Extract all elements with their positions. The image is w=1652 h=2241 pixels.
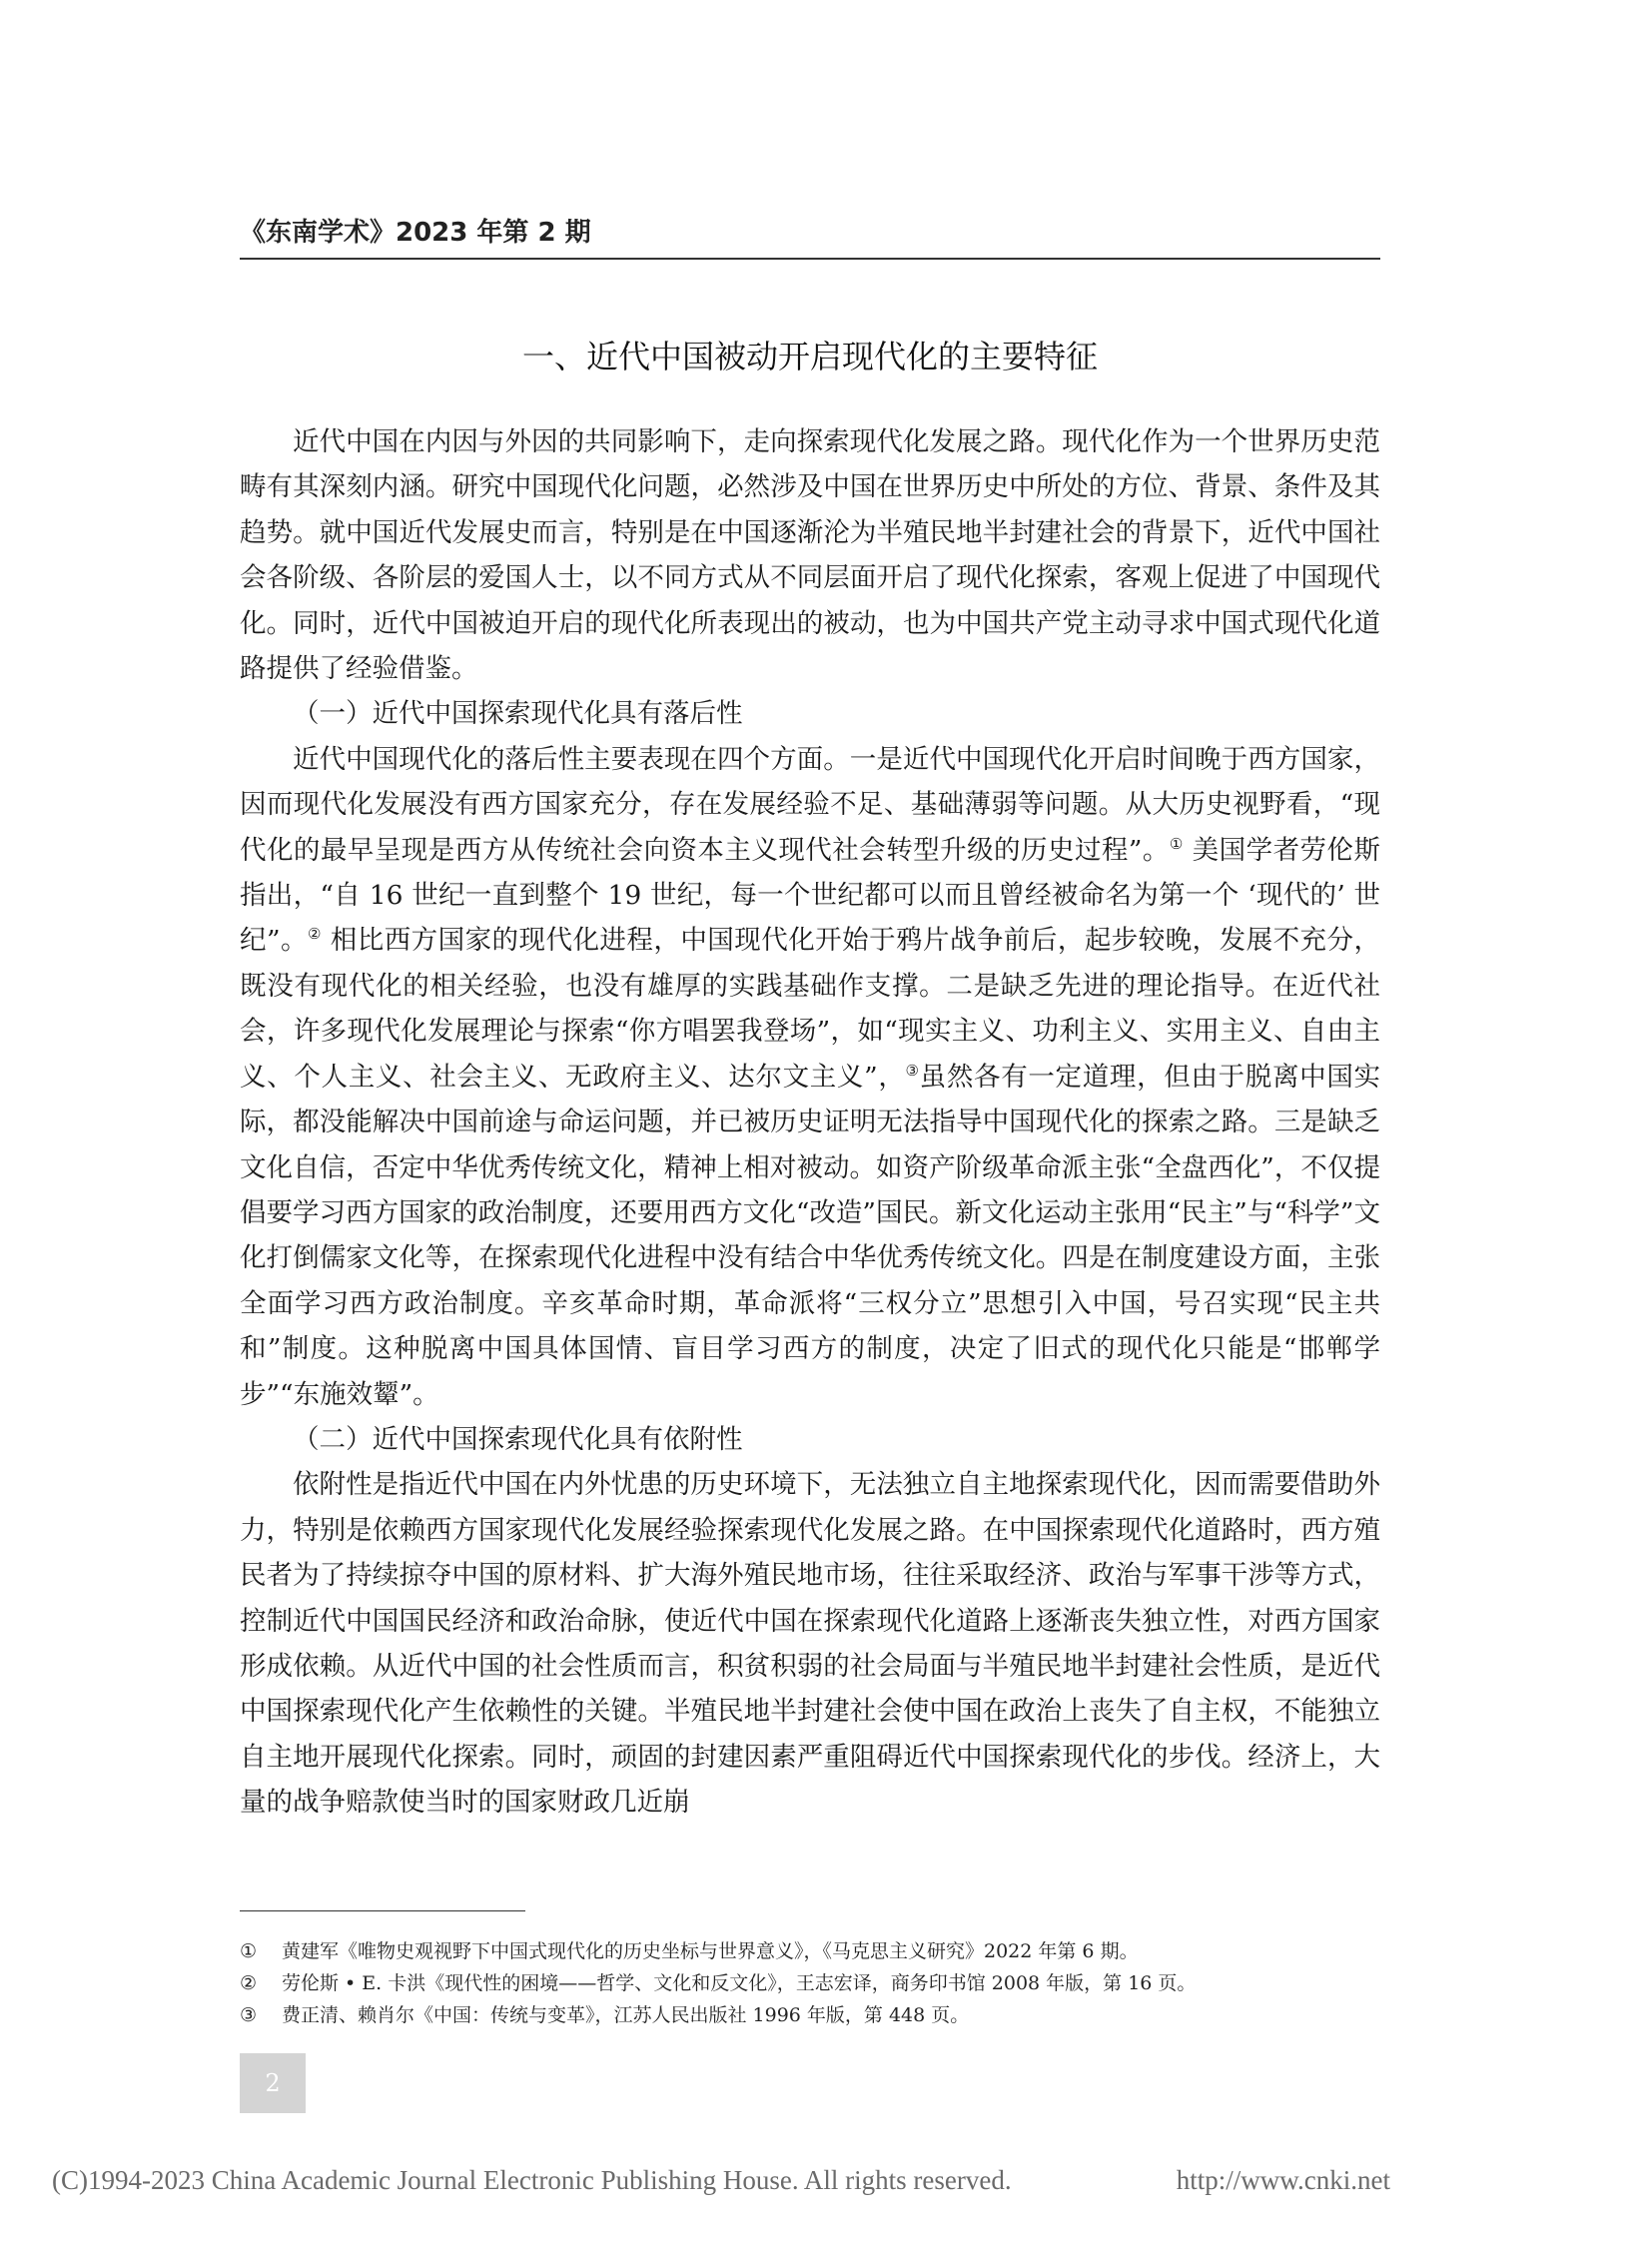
section-title: 一、近代中国被动开启现代化的主要特征 — [521, 338, 1098, 375]
body-text — [240, 419, 1380, 1826]
footnote-2 — [240, 1967, 1380, 1999]
footnote-ref-1[interactable]: ① — [1169, 834, 1184, 853]
footnote-text: 费正清、赖肖尔《中国：传统与变革》，江苏人民出版社 1996 年版，第 448 页。 — [282, 2004, 970, 2026]
paragraph-backwardness — [240, 737, 1380, 1417]
cnki-url[interactable]: http://www.cnki.net — [1176, 2165, 1390, 2195]
paragraph-text: 虽然各有一定道理，但由于脱离中国实际，都没能解决中国前途与命运问题，并已被历史证明无法指导中国现代化的探索之路。三是缺乏文化自信，否定中华优秀传统文化，精神上相对被动。如资产阶级革命派主张“全盘西化”，不仅提倡要学习西方国家的政治制度，还要用西方文化“改造”国民。新文化运动主张用“民主”与“科学”文化打倒儒家文化等，在探索现代化进程中没有结合中华优秀传统文化。四是在制度建设方面，主张全面学习西方政治制度。辛亥革命时期，革命派将“三权分立”思想引入中国，号召实现“民主共和”制度。这种脱离中国具体国情、盲目学习西方的制度，决定了旧式的现代化只能是“邯郸学步”“东施效颦”。 — [240, 1061, 1381, 1410]
copyright-notice: (C)1994-2023 China Academic Journal Electronic Publishing House. All rights reserved. — [52, 2165, 1012, 2195]
footnote-ref-3[interactable]: ③ — [905, 1061, 920, 1080]
footnote-number: ② — [240, 1972, 258, 1994]
footnote-text: 黄建军《唯物史观视野下中国式现代化的历史坐标与世界意义》，《马克思主义研究》2022 年第 6 期。 — [282, 1940, 1139, 1962]
paragraph-text: 近代中国现代化的落后性主要表现在四个方面。一是近代中国现代化开启时间晚于西方国家，因而现代化发展没有西方国家充分，存在发展经验不足、基础薄弱等问题。从大历史视野看，“现代化的最早呈现是西方从传统社会向资本主义现代社会转型升级的历史过程”。 — [240, 743, 1380, 866]
footnote-ref-2[interactable]: ② — [307, 925, 322, 944]
footnote-3 — [240, 1999, 1380, 2031]
footnote-text: 劳伦斯 • E. 卡洪《现代性的困境——哲学、文化和反文化》，王志宏译，商务印书馆 2008 年版，第 16 页。 — [282, 1972, 1197, 1994]
subheading-backwardness: （一）近代中国探索现代化具有落后性 — [293, 698, 743, 730]
paragraph-intro: 近代中国在内因与外因的共同影响下，走向探索现代化发展之路。现代化作为一个世界历史范畴有其深刻内涵。研究中国现代化问题，必然涉及中国在世界历史中所处的方位、背景、条件及其趋势。就中国近代发展史而言，特别是在中国逐渐沦为半殖民地半封建社会的背景下，近代中国社会各阶级、各阶层的爱国人士，以不同方式从不同层面开启了现代化探索，客观上促进了中国现代化。同时，近代中国被迫开启的现代化所表现出的被动，也为中国共产党主动寻求中国式现代化道路提供了经验借鉴。 — [240, 426, 1380, 685]
page-number: 2 — [240, 2053, 306, 2113]
footnote-1 — [240, 1935, 1380, 1967]
footnote-rule — [240, 1910, 525, 1911]
subheading-dependency: （二）近代中国探索现代化具有依附性 — [293, 1423, 743, 1455]
paragraph-dependency: 依附性是指近代中国在内外忧患的历史环境下，无法独立自主地探索现代化，因而需要借助外力，特别是依赖西方国家现代化发展经验探索现代化发展之路。在中国探索现代化道路时，西方殖民者为了持续掠夺中国的原材料、扩大海外殖民地市场，往往采取经济、政治与军事干涉等方式，控制近代中国国民经济和政治命脉，使近代中国在探索现代化道路上逐渐丧失独立性，对西方国家形成依赖。从近代中国的社会性质而言，积贫积弱的社会局面与半殖民地半封建社会性质，是近代中国探索现代化产生依赖性的关键。半殖民地半封建社会使中国在政治上丧失了自主权，不能独立自主地开展现代化探索。同时，顽固的封建因素严重阻碍近代中国探索现代化的步伐。经济上，大量的战争赔款使当时的国家财政几近崩 — [240, 1469, 1380, 1819]
footnote-number: ③ — [240, 2004, 258, 2026]
paragraph-text: 美国学者劳伦斯指出，“自 16 世纪一直到整个 19 世纪，每一个世纪都可以而且曾经被命名为第一个 ‘现代的’ 世纪”。 — [240, 834, 1380, 957]
footnote-number: ① — [240, 1940, 258, 1962]
paragraph-text: 相比西方国家的现代化进程，中国现代化开始于鸦片战争前后，起步较晚，发展不充分，既没有现代化的相关经验，也没有雄厚的实践基础作支撑。二是缺乏先进的理论指导。在近代社会，许多现代化发展理论与探索“你方唱罢我登场”，如“现实主义、功利主义、实用主义、自由主义、个人主义、社会主义、无政府主义、达尔文主义”， — [240, 925, 1380, 1093]
copyright-line — [52, 2165, 1390, 2196]
footnotes — [240, 1935, 1380, 2031]
header-rule — [240, 258, 1380, 260]
journal-header: 《东南学术》2023 年第 2 期 — [240, 218, 591, 248]
